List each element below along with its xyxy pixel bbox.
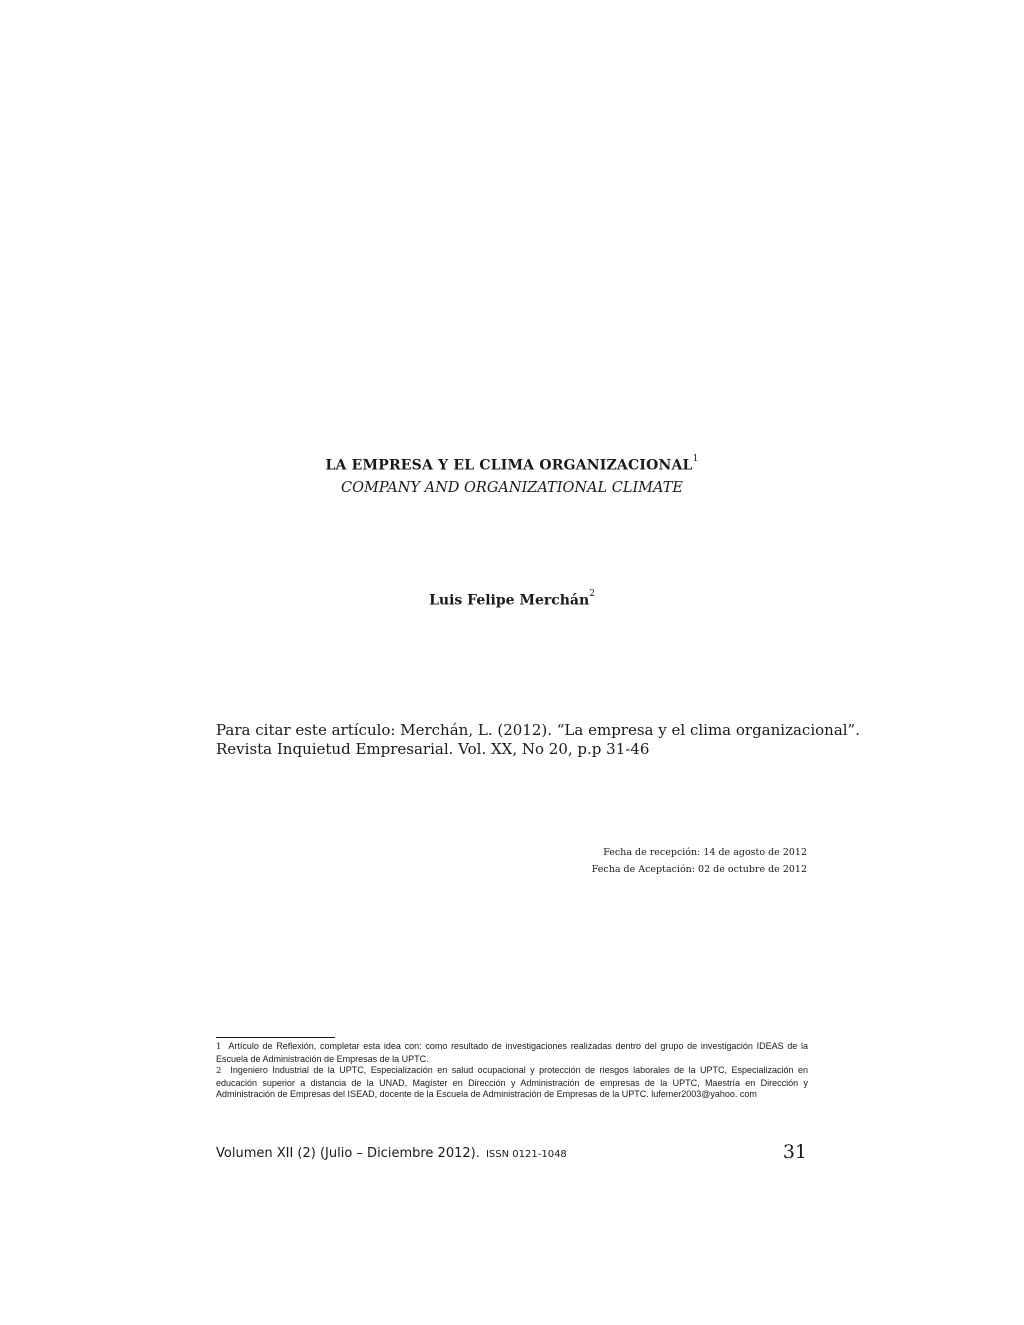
citation-line-2: Revista Inquietud Empresarial. Vol. XX, No 20, p.p 31-46 [216,740,650,758]
footnote-number: 2 [216,1066,222,1076]
issn: ISSN 0121-1048 [485,1149,567,1160]
title-footnote-mark: 1 [692,454,699,464]
page-number: 31 [782,1141,807,1163]
article-subtitle: COMPANY AND ORGANIZATIONAL CLIMATE [341,480,683,496]
author-name: Luis Felipe Merchán [429,592,590,609]
footnote-2 [216,1065,808,1101]
footnotes [216,1041,808,1101]
citation-block [216,721,860,759]
footnote-text: Ingeniero Industrial de la UPTC, Especialización en salud ocupacional y protección de riesgos laborales de la UPTC, Especialización en educación superior a distancia de la UNAD, Magíster en Dirección y Administración de empresas de la UPTC, Maestría en Dirección y Administración de Empresas del ISEAD, docente de la Escuela de Administración de Empresas de la UPTC. lufemer2003@yahoo. com [216,1065,808,1099]
article-title [216,454,808,474]
received-date: Fecha de recepción: 14 de agosto de 2012 [603,847,807,858]
article-author [216,589,808,609]
footnote-number: 1 [216,1042,222,1052]
footnote-separator [216,1037,335,1038]
footnote-1 [216,1041,808,1065]
volume-info: Volumen XII (2) (Julio – Diciembre 2012). [216,1146,480,1161]
author-footnote-mark: 2 [589,589,595,599]
footnote-text: Artículo de Reflexión, completar esta idea con: como resultado de investigaciones realizadas dentro del grupo de investigación IDEAS de la Escuela de Administración de Empresas de la UPTC. [216,1041,808,1064]
journal-footer [216,1146,567,1161]
citation-line-1: Para citar este artículo: Merchán, L. (2012). “La empresa y el clima organizacional”. [216,721,860,739]
article-title-text: LA EMPRESA Y EL CLIMA ORGANIZACIONAL [325,457,693,474]
accepted-date: Fecha de Aceptación: 02 de octubre de 2012 [591,864,807,875]
dates-block [592,844,807,878]
